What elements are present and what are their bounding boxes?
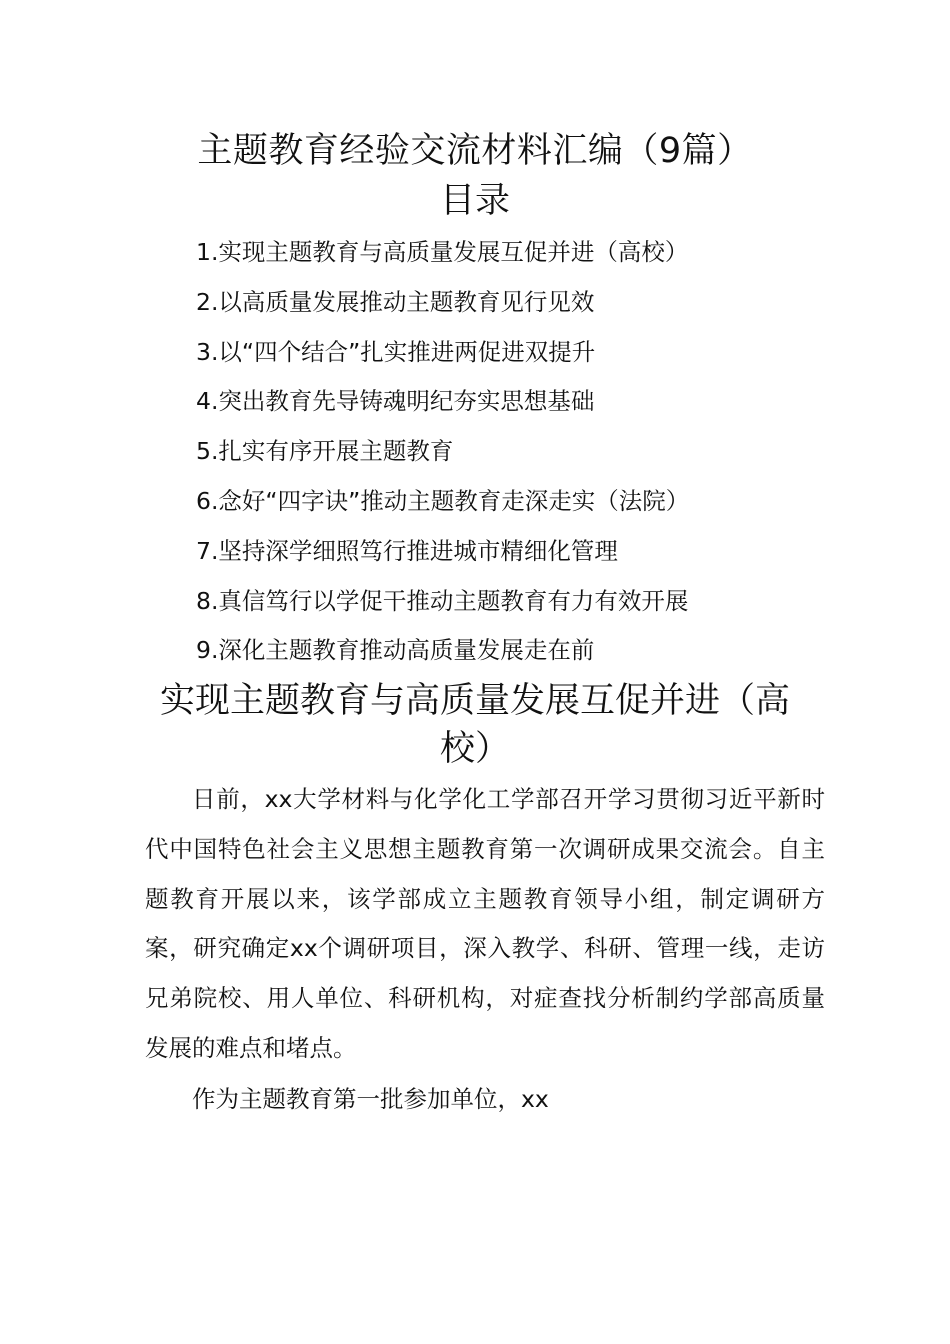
- table-of-contents: [196, 228, 689, 676]
- toc-item: 8.真信笃行以学促干推动主题教育有力有效开展: [196, 586, 689, 615]
- toc-item: 6.念好“四字诀”推动主题教育走深走实（法院）: [196, 486, 690, 515]
- document-body: [145, 775, 825, 1125]
- section-title: 实现主题教育与高质量发展互促并进（高校）: [159, 681, 790, 769]
- document-title: 主题教育经验交流材料汇编（9篇）: [197, 131, 753, 171]
- toc-item: 1.实现主题教育与高质量发展互促并进（高校）: [196, 238, 689, 266]
- toc-item: 5.扎实有序开展主题教育: [196, 437, 454, 466]
- body-paragraph: 日前，xx大学材料与化学化工学部召开学习贯彻习近平新时代中国特色社会主义思想主题教育第一次调研成果交流会。自主题教育开展以来，该学部成立主题教育领导小组，制定调研方案，研究确定xx个调研项目，深入教学、科研、管理一线，走访兄弟院校、用人单位、科研机构，对症查找分析制约学部高质量发展的难点和堵点。: [145, 785, 825, 1062]
- toc-item: 2.以高质量发展推动主题教育见行见效: [196, 287, 595, 316]
- toc-item: 4.突出教育先导铸魂明纪夯实思想基础: [196, 387, 595, 416]
- toc-heading: 目录: [439, 181, 510, 221]
- toc-item: 3.以“四个结合”扎实推进两促进双提升: [196, 337, 596, 366]
- toc-item: 9.深化主题教育推动高质量发展走在前: [196, 636, 595, 665]
- toc-item: 7.坚持深学细照笃行推进城市精细化管理: [196, 536, 618, 565]
- body-paragraph: 作为主题教育第一批参加单位，xx: [192, 1084, 549, 1113]
